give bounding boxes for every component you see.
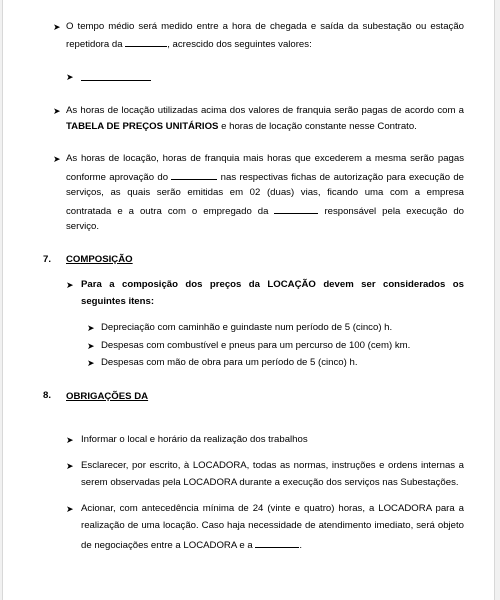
section-heading bbox=[66, 390, 194, 403]
text-span: de negociações entre a LOCADORA e a bbox=[81, 540, 253, 551]
bold-text: TABELA DE PREÇOS UNITÁRIOS bbox=[66, 121, 219, 132]
paragraph-line: Acionar, com antecedência mínima de 24 (vinte e quatro) horas, a LOCADORA para a bbox=[81, 503, 464, 514]
blank-field bbox=[274, 204, 318, 214]
paragraph-line: serviços, as quais serão emitidas em 02 (duas) vias, ficando uma com a empresa bbox=[66, 187, 464, 198]
arrow-bullet-icon: ➤ bbox=[53, 22, 61, 32]
arrow-bullet-icon: ➤ bbox=[53, 106, 61, 116]
paragraph-line bbox=[66, 204, 464, 218]
arrow-bullet-icon: ➤ bbox=[66, 72, 74, 82]
list-item: Despesas com combustível e pneus para um percurso de 100 (cem) km. bbox=[101, 340, 411, 351]
text-span: repetidora da bbox=[66, 39, 123, 50]
arrow-bullet-icon: ➤ bbox=[66, 435, 74, 445]
paragraph-line bbox=[66, 37, 312, 51]
paragraph-line: seguintes itens: bbox=[81, 296, 155, 307]
paragraph-line: Esclarecer, por escrito, à LOCADORA, todas as normas, instruções e ordens internas a bbox=[81, 460, 464, 471]
list-item: Depreciação com caminhão e guindaste num período de 5 (cinco) h. bbox=[101, 322, 393, 333]
paragraph-line: Para a composição dos preços da LOCAÇÃO devem ser considerados os bbox=[81, 279, 464, 290]
list-item: Informar o local e horário da realização dos trabalhos bbox=[81, 434, 308, 445]
text-span: . bbox=[299, 540, 303, 551]
arrow-bullet-icon: ➤ bbox=[66, 280, 74, 290]
paragraph-line bbox=[66, 170, 464, 184]
section-number: 8. bbox=[43, 390, 52, 401]
paragraph-line bbox=[81, 538, 302, 552]
paragraph-line: O tempo médio será medido entre a hora de chegada e saída da subestação ou estação bbox=[66, 21, 464, 32]
text-span: , acrescido dos seguintes valores: bbox=[167, 39, 312, 50]
blank-field bbox=[255, 538, 299, 548]
paragraph-line: As horas de locação, horas de franquia mais horas que excederem a mesma serão pagas bbox=[66, 153, 464, 164]
section-number: 7. bbox=[43, 254, 52, 265]
blank-field bbox=[81, 71, 151, 81]
text-span: conforme aprovação do bbox=[66, 172, 169, 183]
text-span: nas respectivas fichas de autorização para execução de bbox=[217, 172, 464, 183]
blank-field bbox=[148, 390, 194, 399]
paragraph-line: serem observadas pela LOCADORA durante a execução dos serviços nas Subestações. bbox=[81, 477, 459, 488]
paragraph-line: realização de uma locação. Caso haja necessidade de atendimento imediato, será objeto bbox=[81, 520, 464, 531]
arrow-bullet-icon: ➤ bbox=[66, 461, 74, 471]
arrow-bullet-icon: ➤ bbox=[66, 504, 74, 514]
arrow-bullet-icon: ➤ bbox=[53, 154, 61, 164]
paragraph-line: As horas de locação utilizadas acima dos valores de franquia serão pagas de acordo com a bbox=[66, 105, 464, 116]
paragraph-line: serviço. bbox=[66, 221, 100, 232]
list-item: Despesas com mão de obra para um período de 5 (cinco) h. bbox=[101, 357, 358, 368]
document-page bbox=[2, 0, 495, 600]
section-heading: COMPOSIÇÃO bbox=[66, 254, 133, 265]
text-span: contratada e a outra com o empregado da bbox=[66, 206, 269, 217]
text-span: e horas de locação constante nesse Contrato. bbox=[218, 121, 417, 132]
arrow-bullet-icon: ➤ bbox=[87, 341, 95, 351]
paragraph-line bbox=[66, 121, 417, 133]
arrow-bullet-icon: ➤ bbox=[87, 323, 95, 333]
blank-field bbox=[125, 37, 167, 47]
blank-field bbox=[171, 170, 217, 180]
text-span: responsável pela execução do bbox=[318, 206, 465, 217]
heading-text: OBRIGAÇÕES DA bbox=[66, 391, 149, 402]
arrow-bullet-icon: ➤ bbox=[87, 358, 95, 368]
